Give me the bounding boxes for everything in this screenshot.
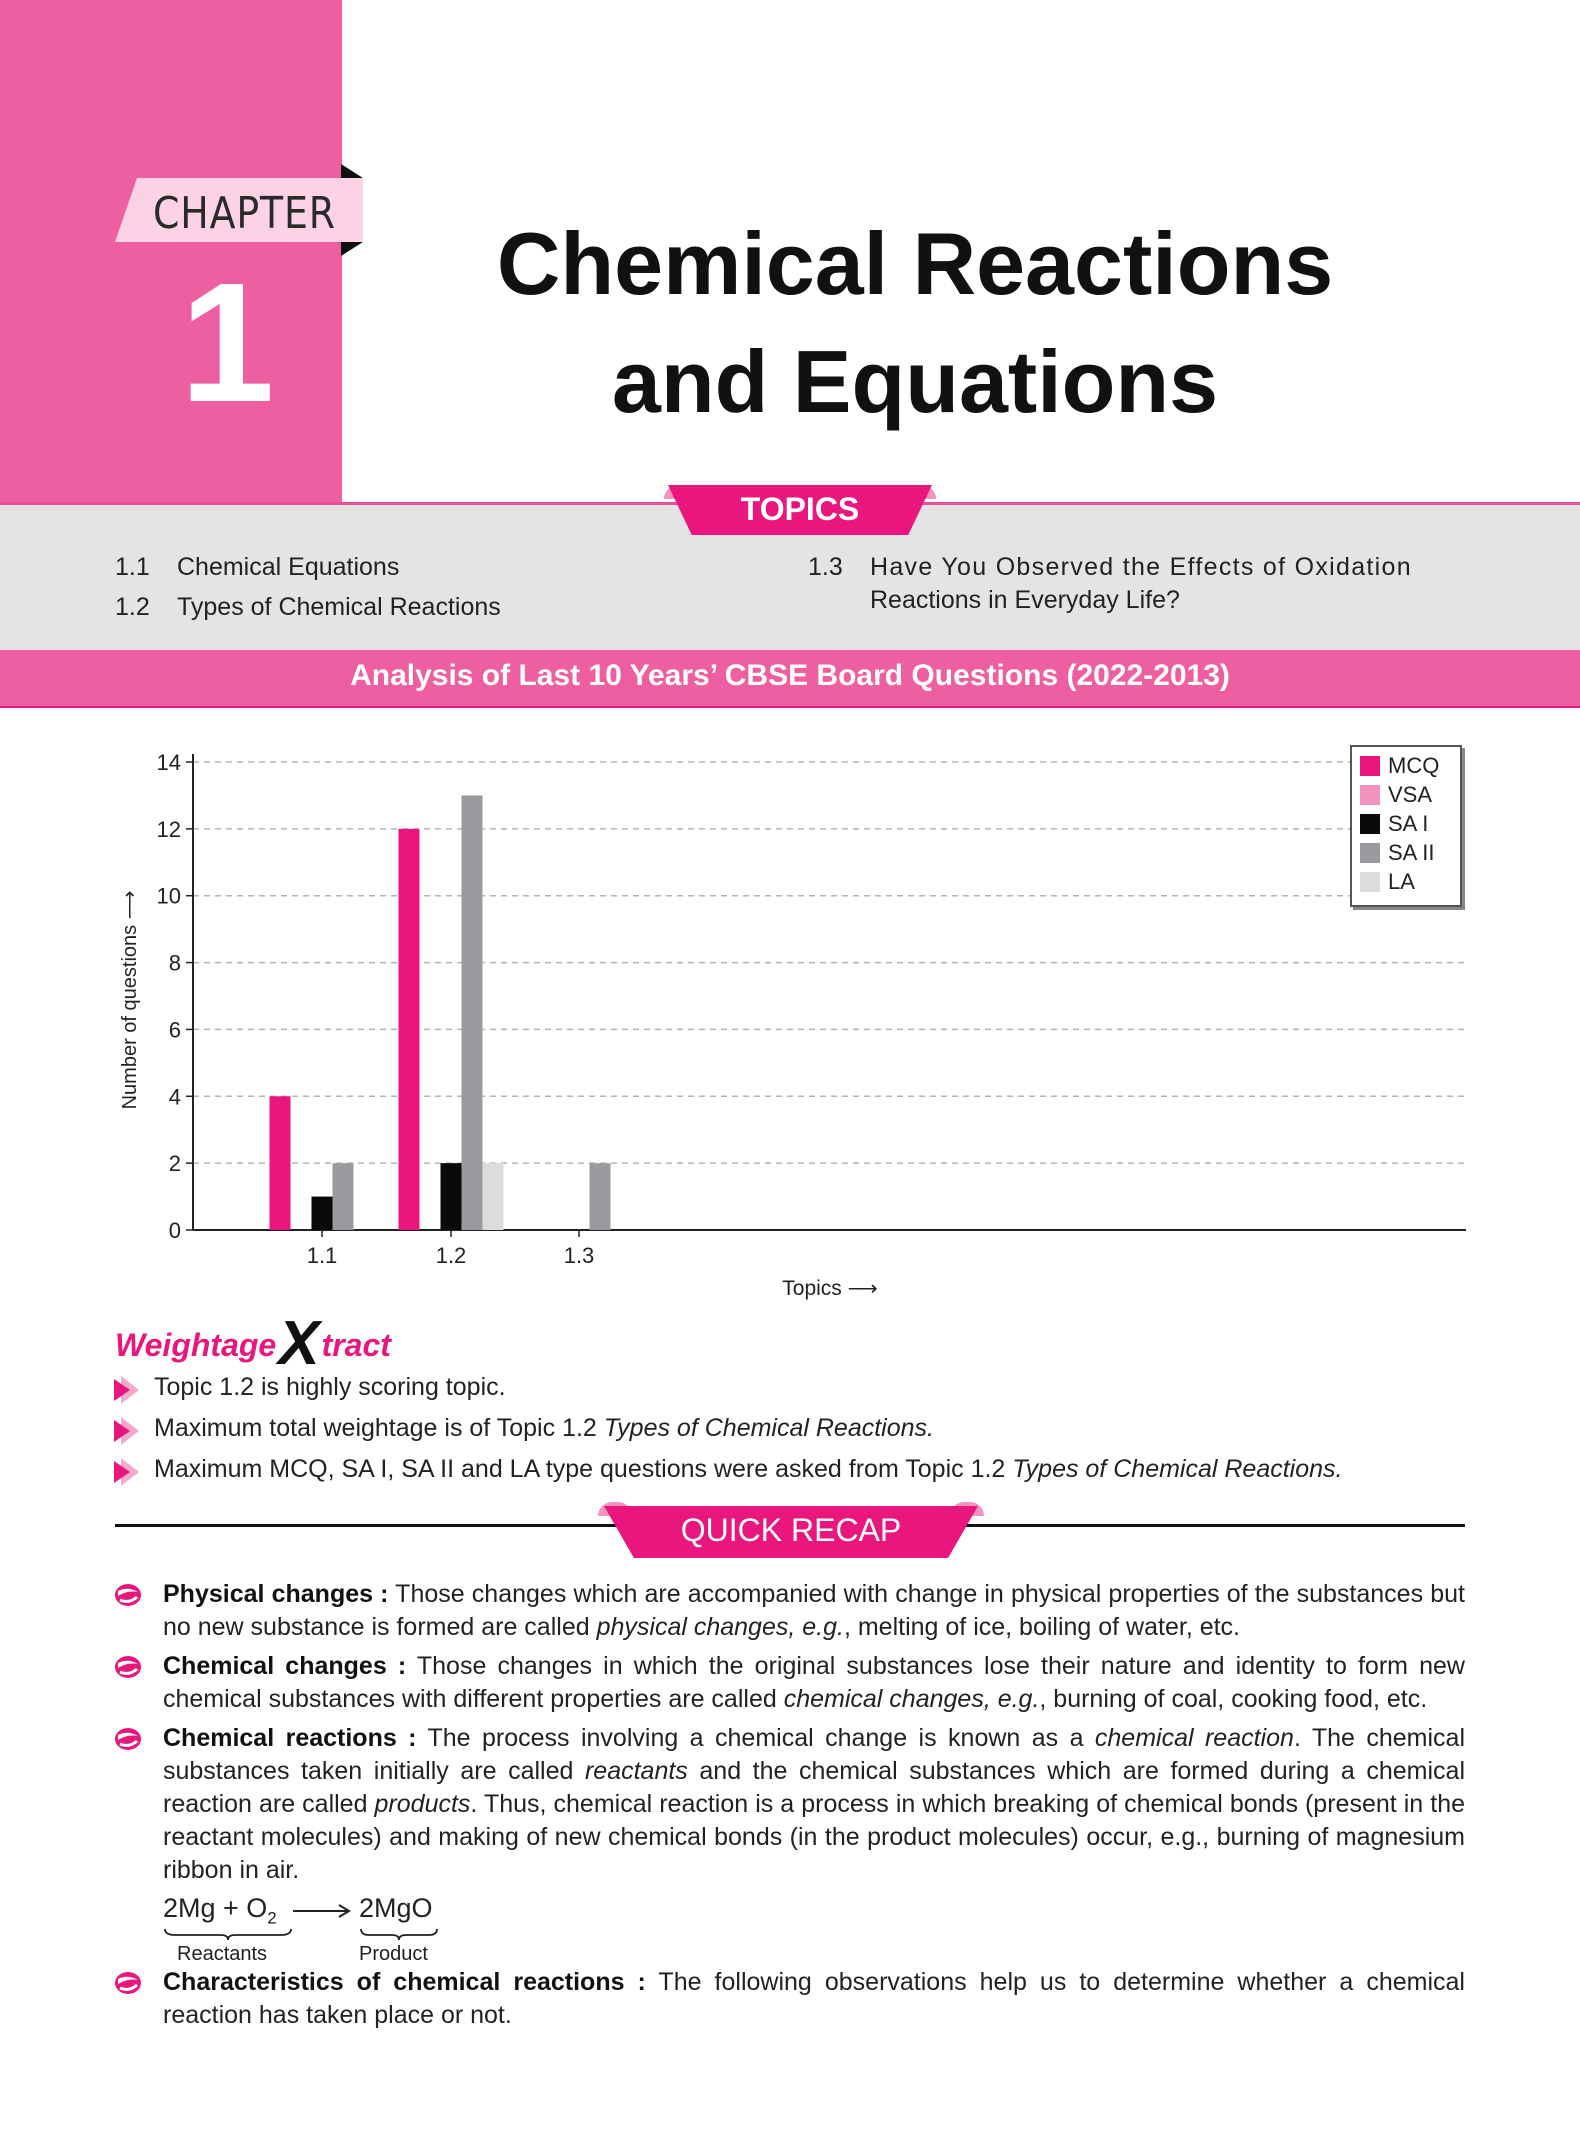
reaction-arrow-icon [291, 1901, 353, 1921]
y-tick-label: 8 [168, 950, 181, 976]
bullet-arrow-icon [114, 1461, 130, 1483]
x-tick-label: 1.3 [563, 1243, 595, 1268]
analysis-heading: Analysis of Last 10 Years’ CBSE Board Questions (2022-2013) [350, 659, 1230, 692]
topic-item-1-3: 1.3 Have You Observed the Effects of Oxidation Reactions in Everyday Life? [808, 553, 1412, 614]
legend-label: SA II [1388, 840, 1435, 865]
legend-item-la [1360, 869, 1415, 895]
bullet-arrow-icon [114, 1420, 130, 1442]
recap-characteristics: Characteristics of chemical reactions : The following observations help us to determine whether a chemical reaction has taken place or not. [163, 1966, 1465, 2032]
topic-item-1-1: 1.1 Chemical Equations [115, 553, 400, 581]
recap-physical-changes: Physical changes : Those changes which are accompanied with change in physical properties of the substances but no new substance is formed are called physical changes, e.g., melting of ice, boiling of water, etc. [163, 1578, 1465, 1644]
x-axis-label: Topics ⟶ [782, 1277, 878, 1300]
quick-recap-heading: QUICK RECAP [680, 1512, 902, 1548]
recap-chemical-changes: Chemical changes : Those changes in which the original substances lose their nature and identity to form new chemical substances with different properties are called chemical changes, e.g., burning of coal, cooking food, etc. [163, 1650, 1465, 1716]
y-tick-label: 2 [168, 1151, 181, 1177]
legend-label: LA [1388, 869, 1415, 894]
x-tick-label: 1.2 [435, 1243, 467, 1268]
weightage-bullet-2: Maximum total weightage is of Topic 1.2 Types of Chemical Reactions. [154, 1414, 934, 1443]
legend-swatch [1360, 814, 1380, 834]
legend-item-sa-i [1360, 811, 1428, 837]
chapter-title [430, 205, 1400, 441]
product-label: Product [359, 1943, 428, 1965]
chapter-banner [0, 0, 342, 502]
weightage-bullet-3: Maximum MCQ, SA I, SA II and LA type questions were asked from Topic 1.2 Types of Chemical Reactions. [154, 1455, 1343, 1484]
bar-sa-i-1-2 [441, 1163, 462, 1230]
weightage-xtract-logo: WeightageXtract [115, 1309, 391, 1378]
bar-chart [0, 730, 1580, 1310]
legend-item-vsa [1360, 782, 1432, 808]
recap-bullet-icon [113, 1654, 143, 1680]
recap-bullet-icon [113, 1582, 143, 1608]
chapter-tab [115, 178, 363, 242]
recap-chemical-reactions: Chemical reactions : The process involving a chemical change is known as a chemical reaction. The chemical substances taken initially are called reactants and the chemical substances which are formed during a chemical reaction are called products. Thus, chemical reaction is a process in which breaking of chemical bonds (present in the reactant molecules) and making of new chemical bonds (in the product molecules) occur, e.g., burning of magnesium ribbon in air. [163, 1722, 1465, 1887]
legend-swatch [1360, 756, 1380, 776]
legend-swatch [1360, 843, 1380, 863]
topics-heading: TOPICS [740, 491, 860, 527]
bar-mcq-1-1 [270, 1096, 291, 1230]
chapter-title-line1: Chemical Reactions [496, 214, 1334, 313]
y-tick-label: 0 [168, 1218, 181, 1243]
chapter-number: 1 [180, 248, 275, 438]
topics-heading-pill [668, 485, 932, 535]
bullet-arrow-icon [114, 1379, 130, 1401]
product-brace-icon [359, 1927, 439, 1941]
bar-sa-ii-1-3 [590, 1163, 611, 1230]
y-tick-label: 6 [168, 1017, 181, 1043]
analysis-banner [0, 650, 1580, 708]
bar-sa-i-1-1 [312, 1197, 333, 1230]
weightage-bullet-1: Topic 1.2 is highly scoring topic. [154, 1373, 506, 1402]
bar-sa-ii-1-1 [333, 1163, 354, 1230]
bar-la-1-2 [483, 1163, 504, 1230]
y-tick-label: 12 [156, 816, 181, 842]
quick-recap-pill [604, 1506, 978, 1558]
recap-bullet-icon [113, 1970, 143, 1996]
chart-legend [1350, 745, 1462, 907]
chapter-label: CHAPTER [153, 188, 336, 239]
bar-mcq-1-2 [399, 829, 420, 1230]
reactants-brace-icon [163, 1927, 293, 1941]
chapter-title-line2: and Equations [611, 332, 1219, 431]
legend-swatch [1360, 785, 1380, 805]
x-tick-label: 1.1 [306, 1243, 338, 1268]
y-tick-label: 14 [156, 750, 181, 775]
legend-label: SA I [1388, 811, 1429, 836]
y-tick-label: 10 [156, 883, 181, 909]
equation-product: 2MgO [359, 1893, 433, 1923]
legend-swatch [1360, 872, 1380, 892]
bar-sa-ii-1-2 [462, 795, 483, 1230]
legend-item-sa-ii [1360, 840, 1434, 866]
legend-item-mcq [1360, 753, 1439, 779]
y-tick-label: 4 [168, 1084, 181, 1110]
y-axis-label: Number of questions ⟶ [119, 890, 141, 1110]
legend-label: MCQ [1388, 753, 1440, 778]
recap-bullet-icon [113, 1726, 143, 1752]
legend-label: VSA [1388, 782, 1433, 807]
reactants-label: Reactants [177, 1943, 268, 1965]
equation-reactants: $2Mg + O_2$ [163, 1893, 277, 1928]
topic-item-1-2: 1.2 Types of Chemical Reactions [115, 593, 501, 621]
